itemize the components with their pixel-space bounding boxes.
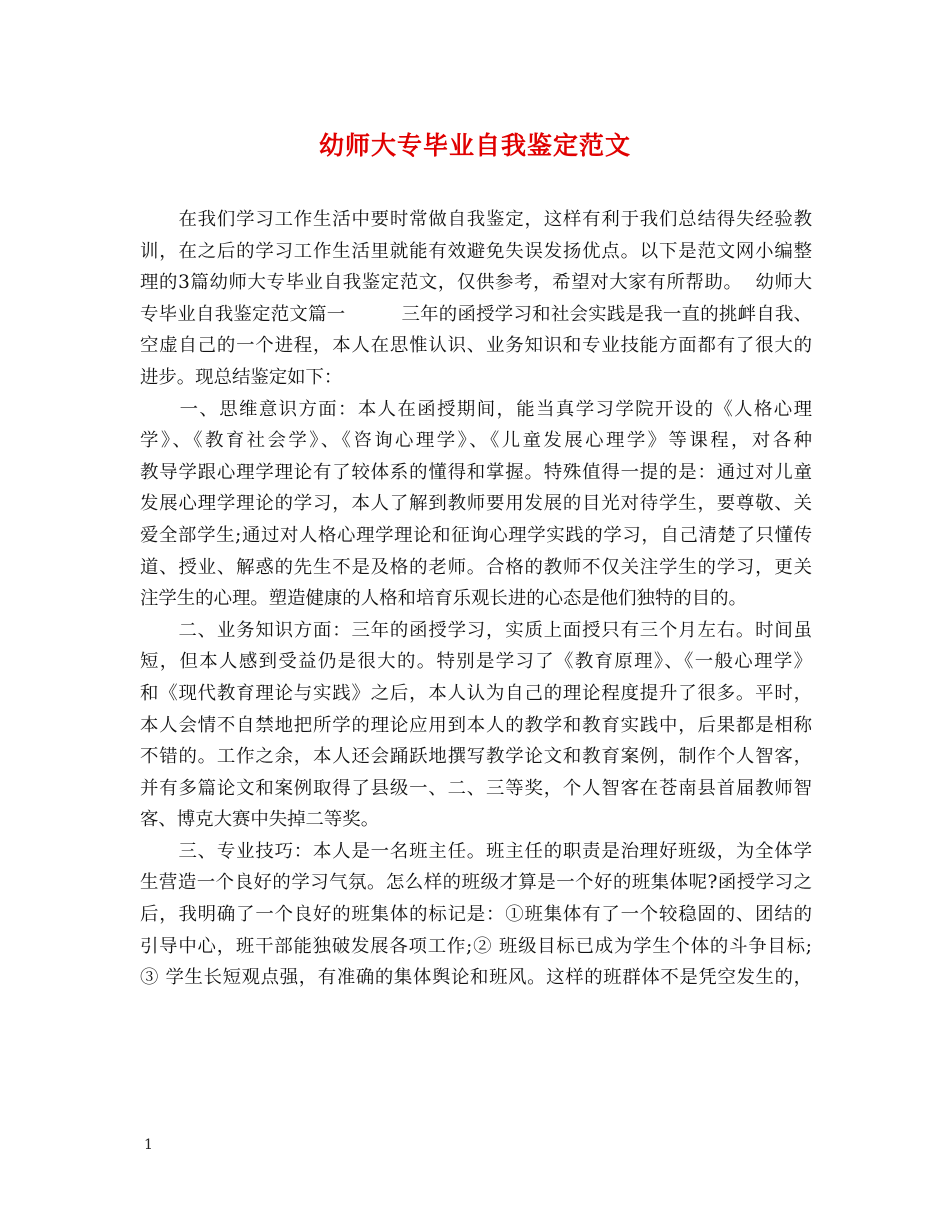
text-line: 二、业务知识方面：三年的函授学习，实质上面授只有三个月左右。时间虽 <box>140 619 812 641</box>
text-line: 客、博克大赛中失掉二等奖。 <box>140 809 380 831</box>
text-line: 学》、《教育社会学》、《咨询心理学》、《儿童发展心理学》等课程，对各种 <box>140 430 812 452</box>
text-line: 和《现代教育理论与实践》之后，本人认为自己的理论程度提升了很多。平时， <box>140 682 812 704</box>
text-line: 本人会情不自禁地把所学的理论应用到本人的教学和教育实践中，后果都是相称 <box>140 714 812 736</box>
text-line: ③ 学生长短观点强，有准确的集体舆论和班风。这样的班群体不是凭空发生的， <box>140 967 812 989</box>
text-line: 三、专业技巧：本人是一名班主任。班主任的职责是治理好班级，为全体学 <box>140 840 812 862</box>
text-line: 理的3篇幼师大专毕业自我鉴定范文，仅供参考，希望对大家有所帮助。 幼师大 <box>140 272 812 294</box>
text-line: 训，在之后的学习工作生活里就能有效避免失误发扬优点。以下是范文网小编整 <box>140 240 812 262</box>
text-line: 不错的。工作之余，本人还会踊跃地撰写教学论文和教育案例，制作个人智客， <box>140 746 812 768</box>
text-line: 发展心理学理论的学习，本人了解到教师要用发展的目光对待学生，要尊敬、关 <box>140 493 812 515</box>
text-line: 注学生的心理。塑造健康的人格和培育乐观长进的心态是他们独特的目的。 <box>140 588 747 610</box>
text-line: 并有多篇论文和案例取得了县级一、二、三等奖，个人智客在苍南县首届教师智 <box>140 777 812 799</box>
text-line: 进步。现总结鉴定如下： <box>140 366 343 388</box>
document-title: 幼师大专毕业自我鉴定范文 <box>318 131 631 160</box>
document-body <box>140 204 812 994</box>
text-line: 道、授业、解惑的先生不是及格的老师。合格的教师不仅关注学生的学习，更关 <box>140 556 812 578</box>
text-line: 短，但本人感到受益仍是很大的。特别是学习了《教育原理》、《一般心理学》 <box>140 651 812 673</box>
text-line: 一、思维意识方面：本人在函授期间，能当真学习学院开设的《人格心理 <box>140 398 812 420</box>
text-line: 生营造一个良好的学习气氛。怎么样的班级才算是一个好的班集体呢?函授学习之 <box>140 872 812 894</box>
text-line: 在我们学习工作生活中要时常做自我鉴定，这样有利于我们总结得失经验教 <box>140 209 812 230</box>
page-number: 1 <box>144 1137 153 1153</box>
text-line: 引导中心，班干部能独破发展各项工作;② 班级目标已成为学生个体的斗争目标; <box>140 935 812 957</box>
text-line: 后，我明确了一个良好的班集体的标记是：①班集体有了一个较稳固的、团结的 <box>140 904 812 926</box>
text-line: 专毕业自我鉴定范文篇一 三年的函授学习和社会实践是我一直的挑衅自我、 <box>140 303 812 325</box>
text-line: 空虚自己的一个进程，本人在思惟认识、业务知识和专业技能方面都有了很大的 <box>140 335 812 357</box>
text-line: 教导学跟心理学理论有了较体系的懂得和掌握。特殊值得一提的是：通过对儿童 <box>140 461 812 483</box>
text-line: 爱全部学生;通过对人格心理学理论和征询心理学实践的学习，自己清楚了只懂传 <box>140 524 812 546</box>
